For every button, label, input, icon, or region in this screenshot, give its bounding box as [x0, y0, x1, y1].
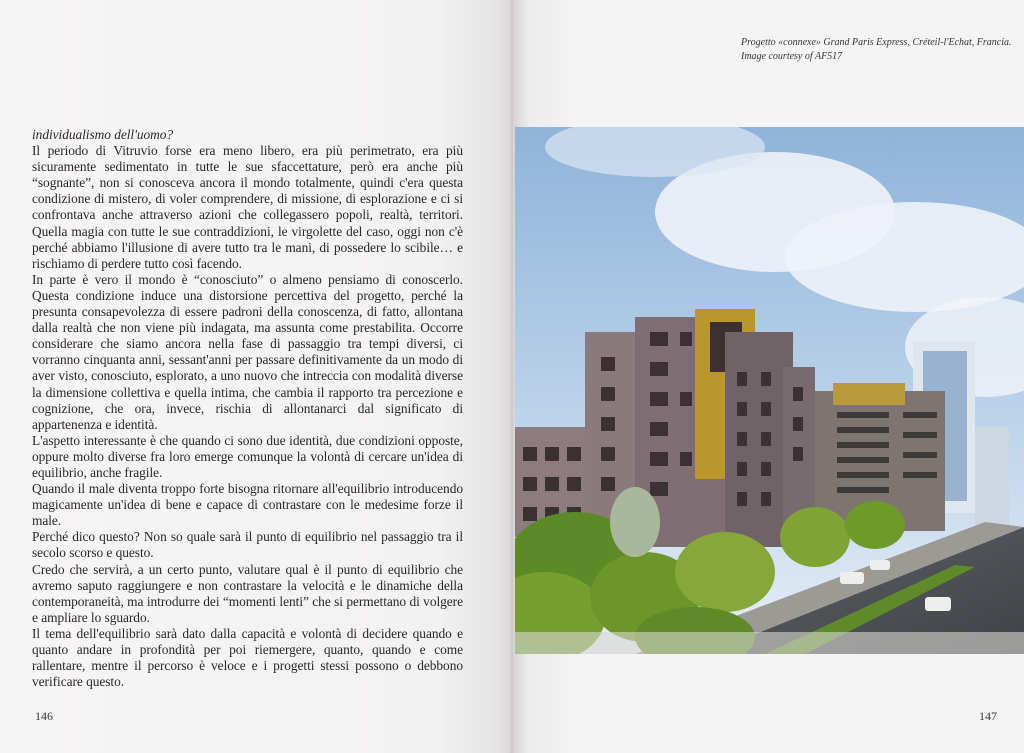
caption-credit: Image courtesy of AF517: [741, 51, 843, 62]
right-page: [513, 0, 1024, 753]
architectural-rendering: [515, 127, 1024, 654]
paragraph: L'aspetto interessante è che quando ci sono due identità, due condizioni opposte, oppure molto diverse fra loro emerge comunque la volontà di cercare un'idea di equilibrio, anche fragile.: [32, 432, 463, 480]
left-page: [0, 0, 511, 753]
caption-title: Progetto «connexe» Grand Paris Express, Créteil-l'Echat, Francia.: [741, 37, 1012, 48]
lead-question: individualismo dell'uomo?: [32, 127, 174, 142]
page-number-left: 146: [35, 709, 53, 723]
image-caption: [741, 36, 1011, 64]
paragraph: Quando il male diventa troppo forte bisogna ritornare all'equilibrio introducendo magicamente un'idea di bene e capace di contrastare con le medesime forze il male.: [32, 481, 463, 529]
paragraph: Perché dico questo? Non so quale sarà il punto di equilibrio nel passaggio tra il secolo scorso e questo.: [32, 529, 463, 561]
paragraph: Il tema dell'equilibrio sarà dato dalla capacità e volontà di decidere quando e quanto andare in profondità per poi riemergere, quanto, quando e come rallentare, mentre il percorso è veloce e i progetti stessi possono o debbono verificare questo.: [32, 625, 463, 690]
page-number-right: 147: [979, 709, 997, 723]
ground: [515, 632, 1024, 654]
body-text: [32, 127, 463, 690]
paragraph: Credo che servirà, a un certo punto, valutare qual è il punto di equilibrio che avremo saputo raggiungere e non contrastare la velocità e le dinamiche della contemporaneità, ma introdurre dei “momenti lenti” che si permettano di volgere e ampliare lo sguardo.: [32, 561, 463, 625]
paragraph: In parte è vero il mondo è “conosciuto” o almeno pensiamo di conoscerlo. Questa condizione induce una distorsione percettiva del progetto, perché la presunta consapevolezza di essere padroni della conoscenza, di fatto, allontana dalla realtà che non viene più indagata, ma assunta come prestabilita. Occorre considerare che siamo ancora nella fase di passaggio tra tempi diversi, ci vorranno cinquanta anni, sessant'anni per passare definitivamente da un modo di aver visto, conosciuto, esplorato, a uno nuovo che intreccia con modalità diverse la dimensione collettiva e quella intima, che cambia il rapporto tra percezione e cognizione, che ora, invece, rischia di allontanarci dal significato di appartenenza e identità.: [32, 271, 463, 432]
paragraph: Il periodo di Vitruvio forse era meno libero, era più perimetrato, era più sicuramente sedimentato in tutte le sue sfaccettature, però era anche più “sognante”, non si conosceva ancora il mondo totalmente, quindi c'era questa condizione di mistero, di voler comprendere, di missione, di esplorazione e ci si confrontava anche attraverso azioni che collegassero popoli, realtà, territori. Quella magia con tutte le sue contraddizioni, le virgolette del caso, oggi non c'è perché abbiamo l'illusione di avere tutto tra le mani, di possedere lo scibile… e rischiamo di perdere tutto così facendo.: [32, 143, 463, 271]
